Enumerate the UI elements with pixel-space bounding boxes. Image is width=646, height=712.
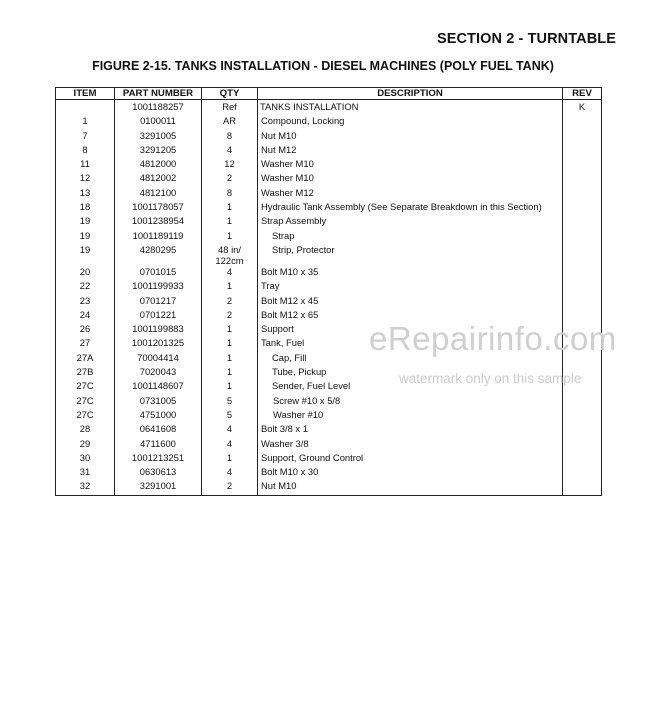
description-cell: Bolt M12 x 45 [258, 295, 563, 309]
part-number-cell: 0630613 [115, 466, 202, 480]
description-cell: Screw #10 x 5/8 [258, 395, 563, 409]
item-cell: 13 [56, 187, 115, 201]
parts-table [55, 87, 602, 496]
part-number-cell: 0701217 [115, 295, 202, 309]
description-cell: Washer #10 [258, 409, 563, 423]
description-cell: Strap Assembly [258, 215, 563, 229]
part-number-cell: 0641608 [115, 423, 202, 437]
part-number-cell: 1001201325 [115, 337, 202, 351]
description-cell: Tube, Pickup [258, 366, 563, 380]
rev-cell [563, 438, 602, 452]
table-row [56, 409, 602, 423]
part-number-cell: 70004414 [115, 352, 202, 366]
rev-cell [563, 115, 602, 129]
rev-cell [563, 230, 602, 244]
part-number-cell: 0731005 [115, 395, 202, 409]
rev-cell [563, 266, 602, 280]
description-cell: Tray [258, 280, 563, 294]
item-cell: 18 [56, 201, 115, 215]
qty-cell: 5 [202, 409, 258, 423]
col-header-rev: REV [563, 88, 602, 100]
rev-cell [563, 466, 602, 480]
qty-cell: AR [202, 115, 258, 129]
description-cell: Nut M12 [258, 144, 563, 158]
part-number-cell: 1001188257 [115, 100, 202, 116]
description-cell: Tank, Fuel [258, 337, 563, 351]
item-cell: 1 [56, 115, 115, 129]
item-cell: 12 [56, 172, 115, 186]
part-number-cell: 3291005 [115, 130, 202, 144]
table-row [56, 201, 602, 215]
description-cell: Compound, Locking [258, 115, 563, 129]
part-number-cell: 4751000 [115, 409, 202, 423]
item-cell: 29 [56, 438, 115, 452]
description-cell: Hydraulic Tank Assembly (See Separate Breakdown in this Section) [258, 201, 563, 215]
table-row [56, 144, 602, 158]
part-number-cell: 7020043 [115, 366, 202, 380]
item-cell: 23 [56, 295, 115, 309]
rev-cell [563, 158, 602, 172]
part-number-cell: 1001148607 [115, 380, 202, 394]
description-cell: Washer 3/8 [258, 438, 563, 452]
item-cell: 28 [56, 423, 115, 437]
description-cell: Bolt M12 x 65 [258, 309, 563, 323]
item-cell: 27A [56, 352, 115, 366]
table-row [56, 452, 602, 466]
qty-cell: 4 [202, 438, 258, 452]
part-number-cell: 3291001 [115, 480, 202, 495]
part-number-cell: 0701015 [115, 266, 202, 280]
table-row [56, 158, 602, 172]
rev-cell [563, 395, 602, 409]
table-row [56, 395, 602, 409]
item-cell: 27 [56, 337, 115, 351]
item-cell: 11 [56, 158, 115, 172]
table-row [56, 172, 602, 186]
part-number-cell: 4711600 [115, 438, 202, 452]
figure-title: FIGURE 2-15. TANKS INSTALLATION - DIESEL MACHINES (POLY FUEL TANK) [92, 59, 554, 73]
part-number-cell: 1001213251 [115, 452, 202, 466]
table-row [56, 295, 602, 309]
description-cell: TANKS INSTALLATION [258, 100, 563, 116]
item-cell: 19 [56, 244, 115, 266]
table-row [56, 266, 602, 280]
col-header-item: ITEM [56, 88, 115, 100]
item-cell: 8 [56, 144, 115, 158]
rev-cell [563, 423, 602, 437]
qty-cell: 4 [202, 466, 258, 480]
table-row [56, 130, 602, 144]
qty-cell: 1 [202, 352, 258, 366]
item-cell: 20 [56, 266, 115, 280]
qty-cell: 1 [202, 230, 258, 244]
item-cell: 31 [56, 466, 115, 480]
item-cell: 19 [56, 215, 115, 229]
description-cell: Support, Ground Control [258, 452, 563, 466]
part-number-cell: 4812100 [115, 187, 202, 201]
description-cell: Bolt 3/8 x 1 [258, 423, 563, 437]
item-cell: 27C [56, 409, 115, 423]
qty-cell: 8 [202, 130, 258, 144]
qty-cell: 2 [202, 480, 258, 495]
qty-cell: 4 [202, 144, 258, 158]
description-cell: Nut M10 [258, 130, 563, 144]
description-cell: Strap [258, 230, 563, 244]
qty-cell: 1 [202, 280, 258, 294]
qty-cell: 1 [202, 201, 258, 215]
rev-cell [563, 130, 602, 144]
table-row [56, 280, 602, 294]
rev-cell [563, 172, 602, 186]
rev-cell [563, 215, 602, 229]
qty-cell: 4 [202, 423, 258, 437]
part-number-cell: 1001199883 [115, 323, 202, 337]
table-row [56, 215, 602, 229]
part-number-cell: 1001178057 [115, 201, 202, 215]
item-cell: 30 [56, 452, 115, 466]
table-row [56, 187, 602, 201]
qty-cell: 1 [202, 366, 258, 380]
item-cell [56, 100, 115, 116]
item-cell: 7 [56, 130, 115, 144]
rev-cell [563, 409, 602, 423]
table-row [56, 230, 602, 244]
rev-cell [563, 280, 602, 294]
qty-cell: 48 in/ 122cm [202, 244, 258, 266]
item-cell: 32 [56, 480, 115, 495]
part-number-cell: 4812002 [115, 172, 202, 186]
description-cell: Strip, Protector [258, 244, 563, 266]
qty-cell: 1 [202, 323, 258, 337]
item-cell: 26 [56, 323, 115, 337]
rev-cell [563, 201, 602, 215]
description-cell: Support [258, 323, 563, 337]
description-cell: Bolt M10 x 35 [258, 266, 563, 280]
item-cell: 27C [56, 395, 115, 409]
part-number-cell: 0100011 [115, 115, 202, 129]
table-header-row [56, 88, 602, 100]
rev-cell [563, 244, 602, 266]
watermark-logo-text: eRepairinfo.com [369, 320, 617, 357]
rev-cell [563, 480, 602, 495]
part-number-cell: 1001238954 [115, 215, 202, 229]
part-number-cell: 0701221 [115, 309, 202, 323]
qty-cell: 2 [202, 309, 258, 323]
rev-cell [563, 295, 602, 309]
table-row [56, 480, 602, 495]
qty-cell: 8 [202, 187, 258, 201]
item-cell: 27B [56, 366, 115, 380]
item-cell: 27C [56, 380, 115, 394]
table-row [56, 438, 602, 452]
item-cell: 24 [56, 309, 115, 323]
qty-cell: Ref [202, 100, 258, 116]
section-title: SECTION 2 - TURNTABLE [436, 31, 616, 47]
qty-cell: 1 [202, 452, 258, 466]
item-cell: 22 [56, 280, 115, 294]
qty-cell: 5 [202, 395, 258, 409]
item-cell: 19 [56, 230, 115, 244]
col-header-qty: QTY [202, 88, 258, 100]
rev-cell: K [563, 100, 602, 116]
description-cell: Nut M10 [258, 480, 563, 495]
description-cell: Washer M10 [258, 172, 563, 186]
rev-cell [563, 452, 602, 466]
part-number-cell: 3291205 [115, 144, 202, 158]
qty-cell: 12 [202, 158, 258, 172]
part-number-cell: 4812000 [115, 158, 202, 172]
qty-cell: 1 [202, 380, 258, 394]
part-number-cell: 1001189119 [115, 230, 202, 244]
qty-cell: 1 [202, 337, 258, 351]
col-header-description: DESCRIPTION [258, 88, 563, 100]
watermark-note: watermark only on this sample [399, 371, 582, 386]
part-number-cell: 1001199933 [115, 280, 202, 294]
table-row [56, 115, 602, 129]
rev-cell [563, 144, 602, 158]
description-cell: Bolt M10 x 30 [258, 466, 563, 480]
qty-cell: 2 [202, 295, 258, 309]
rev-cell [563, 187, 602, 201]
table-row [56, 100, 602, 116]
description-cell: Sender, Fuel Level [258, 380, 563, 394]
description-cell: Washer M12 [258, 187, 563, 201]
description-cell: Washer M10 [258, 158, 563, 172]
table-row [56, 244, 602, 266]
qty-cell: 4 [202, 266, 258, 280]
description-cell: Cap, Fill [258, 352, 563, 366]
col-header-part-number: PART NUMBER [115, 88, 202, 100]
part-number-cell: 4280295 [115, 244, 202, 266]
table-row [56, 466, 602, 480]
table-row [56, 423, 602, 437]
qty-cell: 1 [202, 215, 258, 229]
table-body [56, 100, 602, 496]
qty-cell: 2 [202, 172, 258, 186]
